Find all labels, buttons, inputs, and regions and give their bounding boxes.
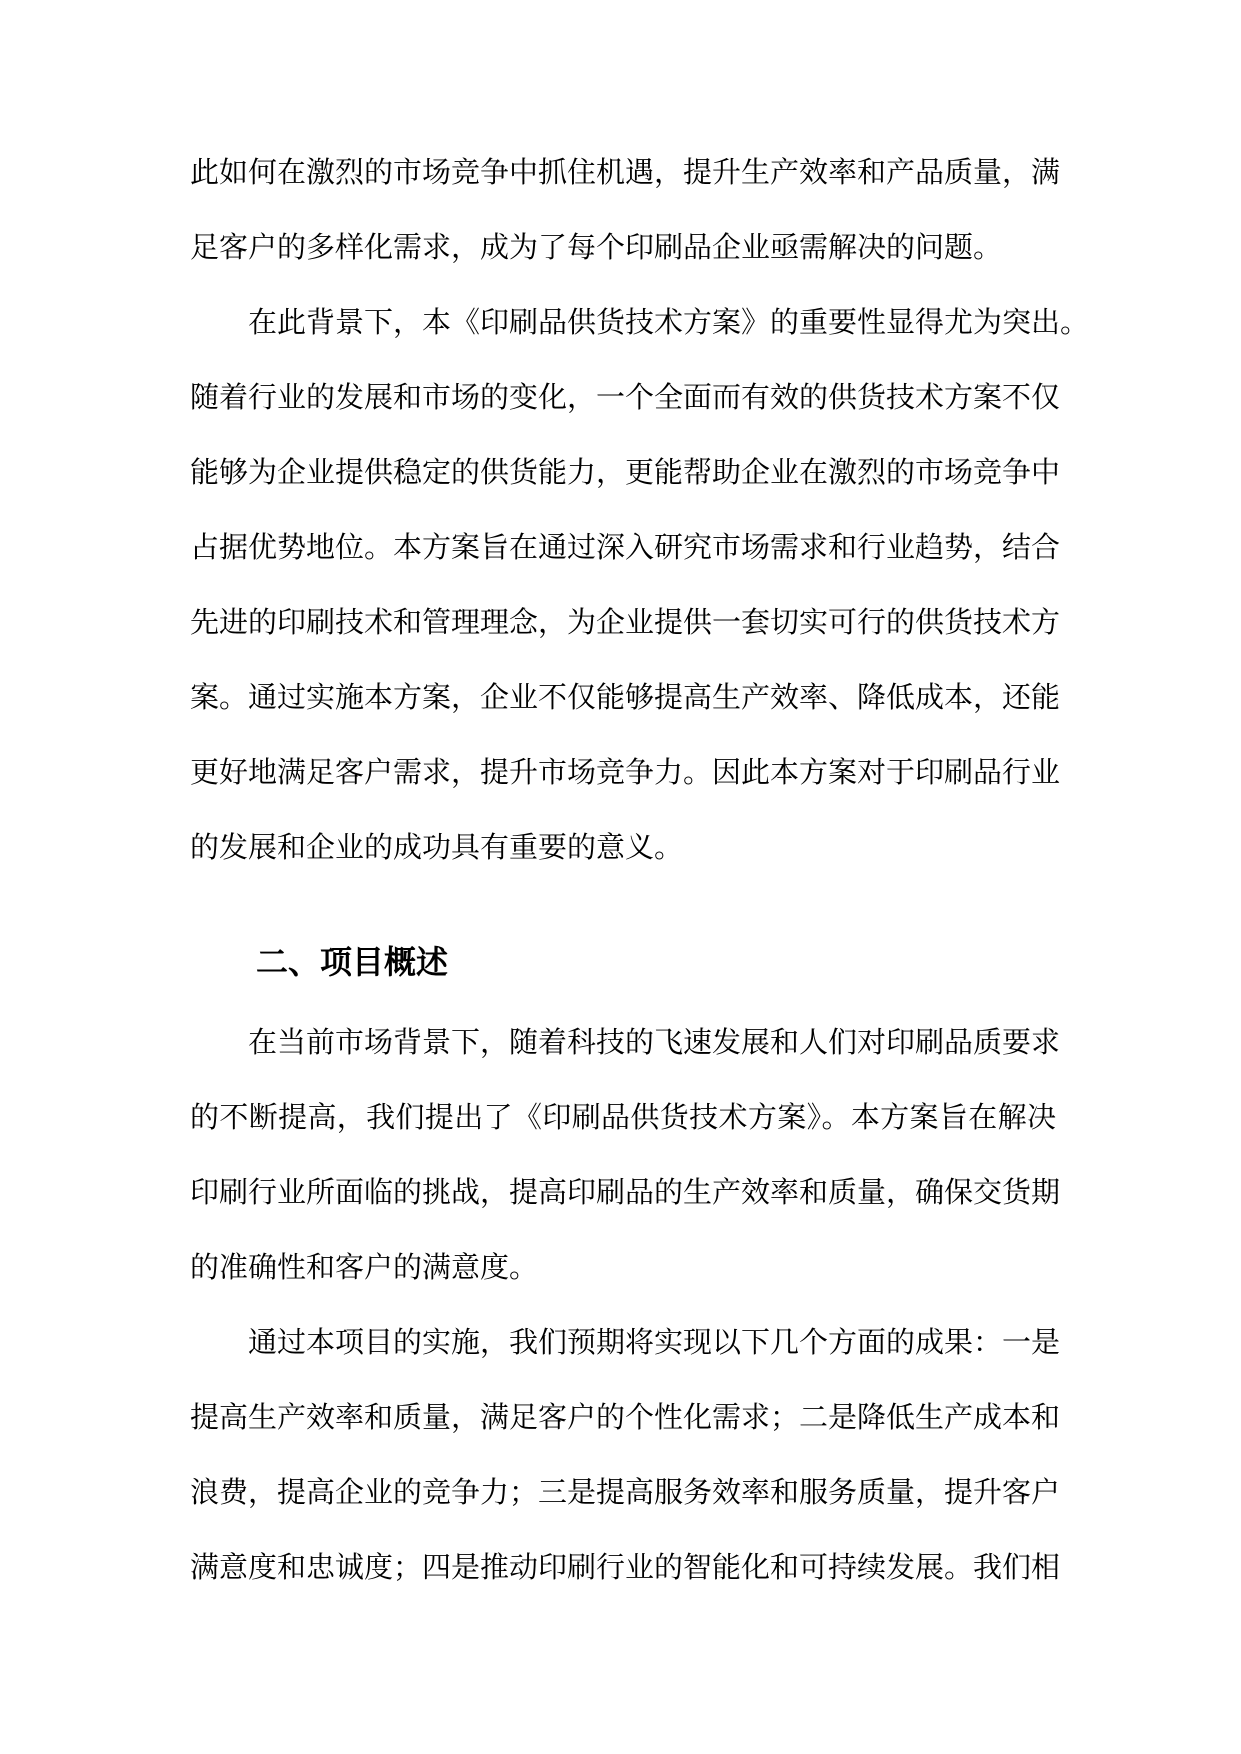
text-line: 的准确性和客户的满意度。 — [190, 1250, 539, 1284]
text-line: 能够为企业提供稳定的供货能力，更能帮助企业在激烈的市场竞争中 — [190, 455, 1061, 489]
section-heading: 二、项目概述 — [256, 943, 449, 981]
text-line: 印刷行业所面临的挑战，提高印刷品的生产效率和质量，确保交货期 — [190, 1175, 1061, 1209]
text-line: 足客户的多样化需求，成为了每个印刷品企业亟需解决的问题。 — [190, 230, 1003, 264]
text-line: 在当前市场背景下，随着科技的飞速发展和人们对印刷品质要求 — [248, 1025, 1061, 1059]
text-line: 提高生产效率和质量，满足客户的个性化需求；二是降低生产成本和 — [190, 1400, 1061, 1434]
text-line: 案。通过实施本方案，企业不仅能够提高生产效率、降低成本，还能 — [190, 680, 1061, 714]
text-line: 的发展和企业的成功具有重要的意义。 — [190, 830, 684, 864]
text-line: 在此背景下，本《印刷品供货技术方案》的重要性显得尤为突出。 — [248, 305, 1090, 339]
text-line: 浪费，提高企业的竞争力；三是提高服务效率和服务质量，提升客户 — [190, 1475, 1061, 1509]
text-line: 先进的印刷技术和管理理念，为企业提供一套切实可行的供货技术方 — [190, 605, 1061, 639]
text-line: 的不断提高，我们提出了《印刷品供货技术方案》。本方案旨在解决 — [190, 1100, 1056, 1134]
text-line: 更好地满足客户需求，提升市场竞争力。因此本方案对于印刷品行业 — [190, 755, 1061, 789]
text-line: 占据优势地位。本方案旨在通过深入研究市场需求和行业趋势，结合 — [190, 530, 1061, 564]
text-line: 通过本项目的实施，我们预期将实现以下几个方面的成果：一是 — [248, 1325, 1061, 1359]
text-line: 此如何在激烈的市场竞争中抓住机遇，提升生产效率和产品质量，满 — [190, 155, 1061, 189]
text-line: 随着行业的发展和市场的变化，一个全面而有效的供货技术方案不仅 — [190, 380, 1061, 414]
text-line: 满意度和忠诚度；四是推动印刷行业的智能化和可持续发展。我们相 — [190, 1550, 1061, 1584]
